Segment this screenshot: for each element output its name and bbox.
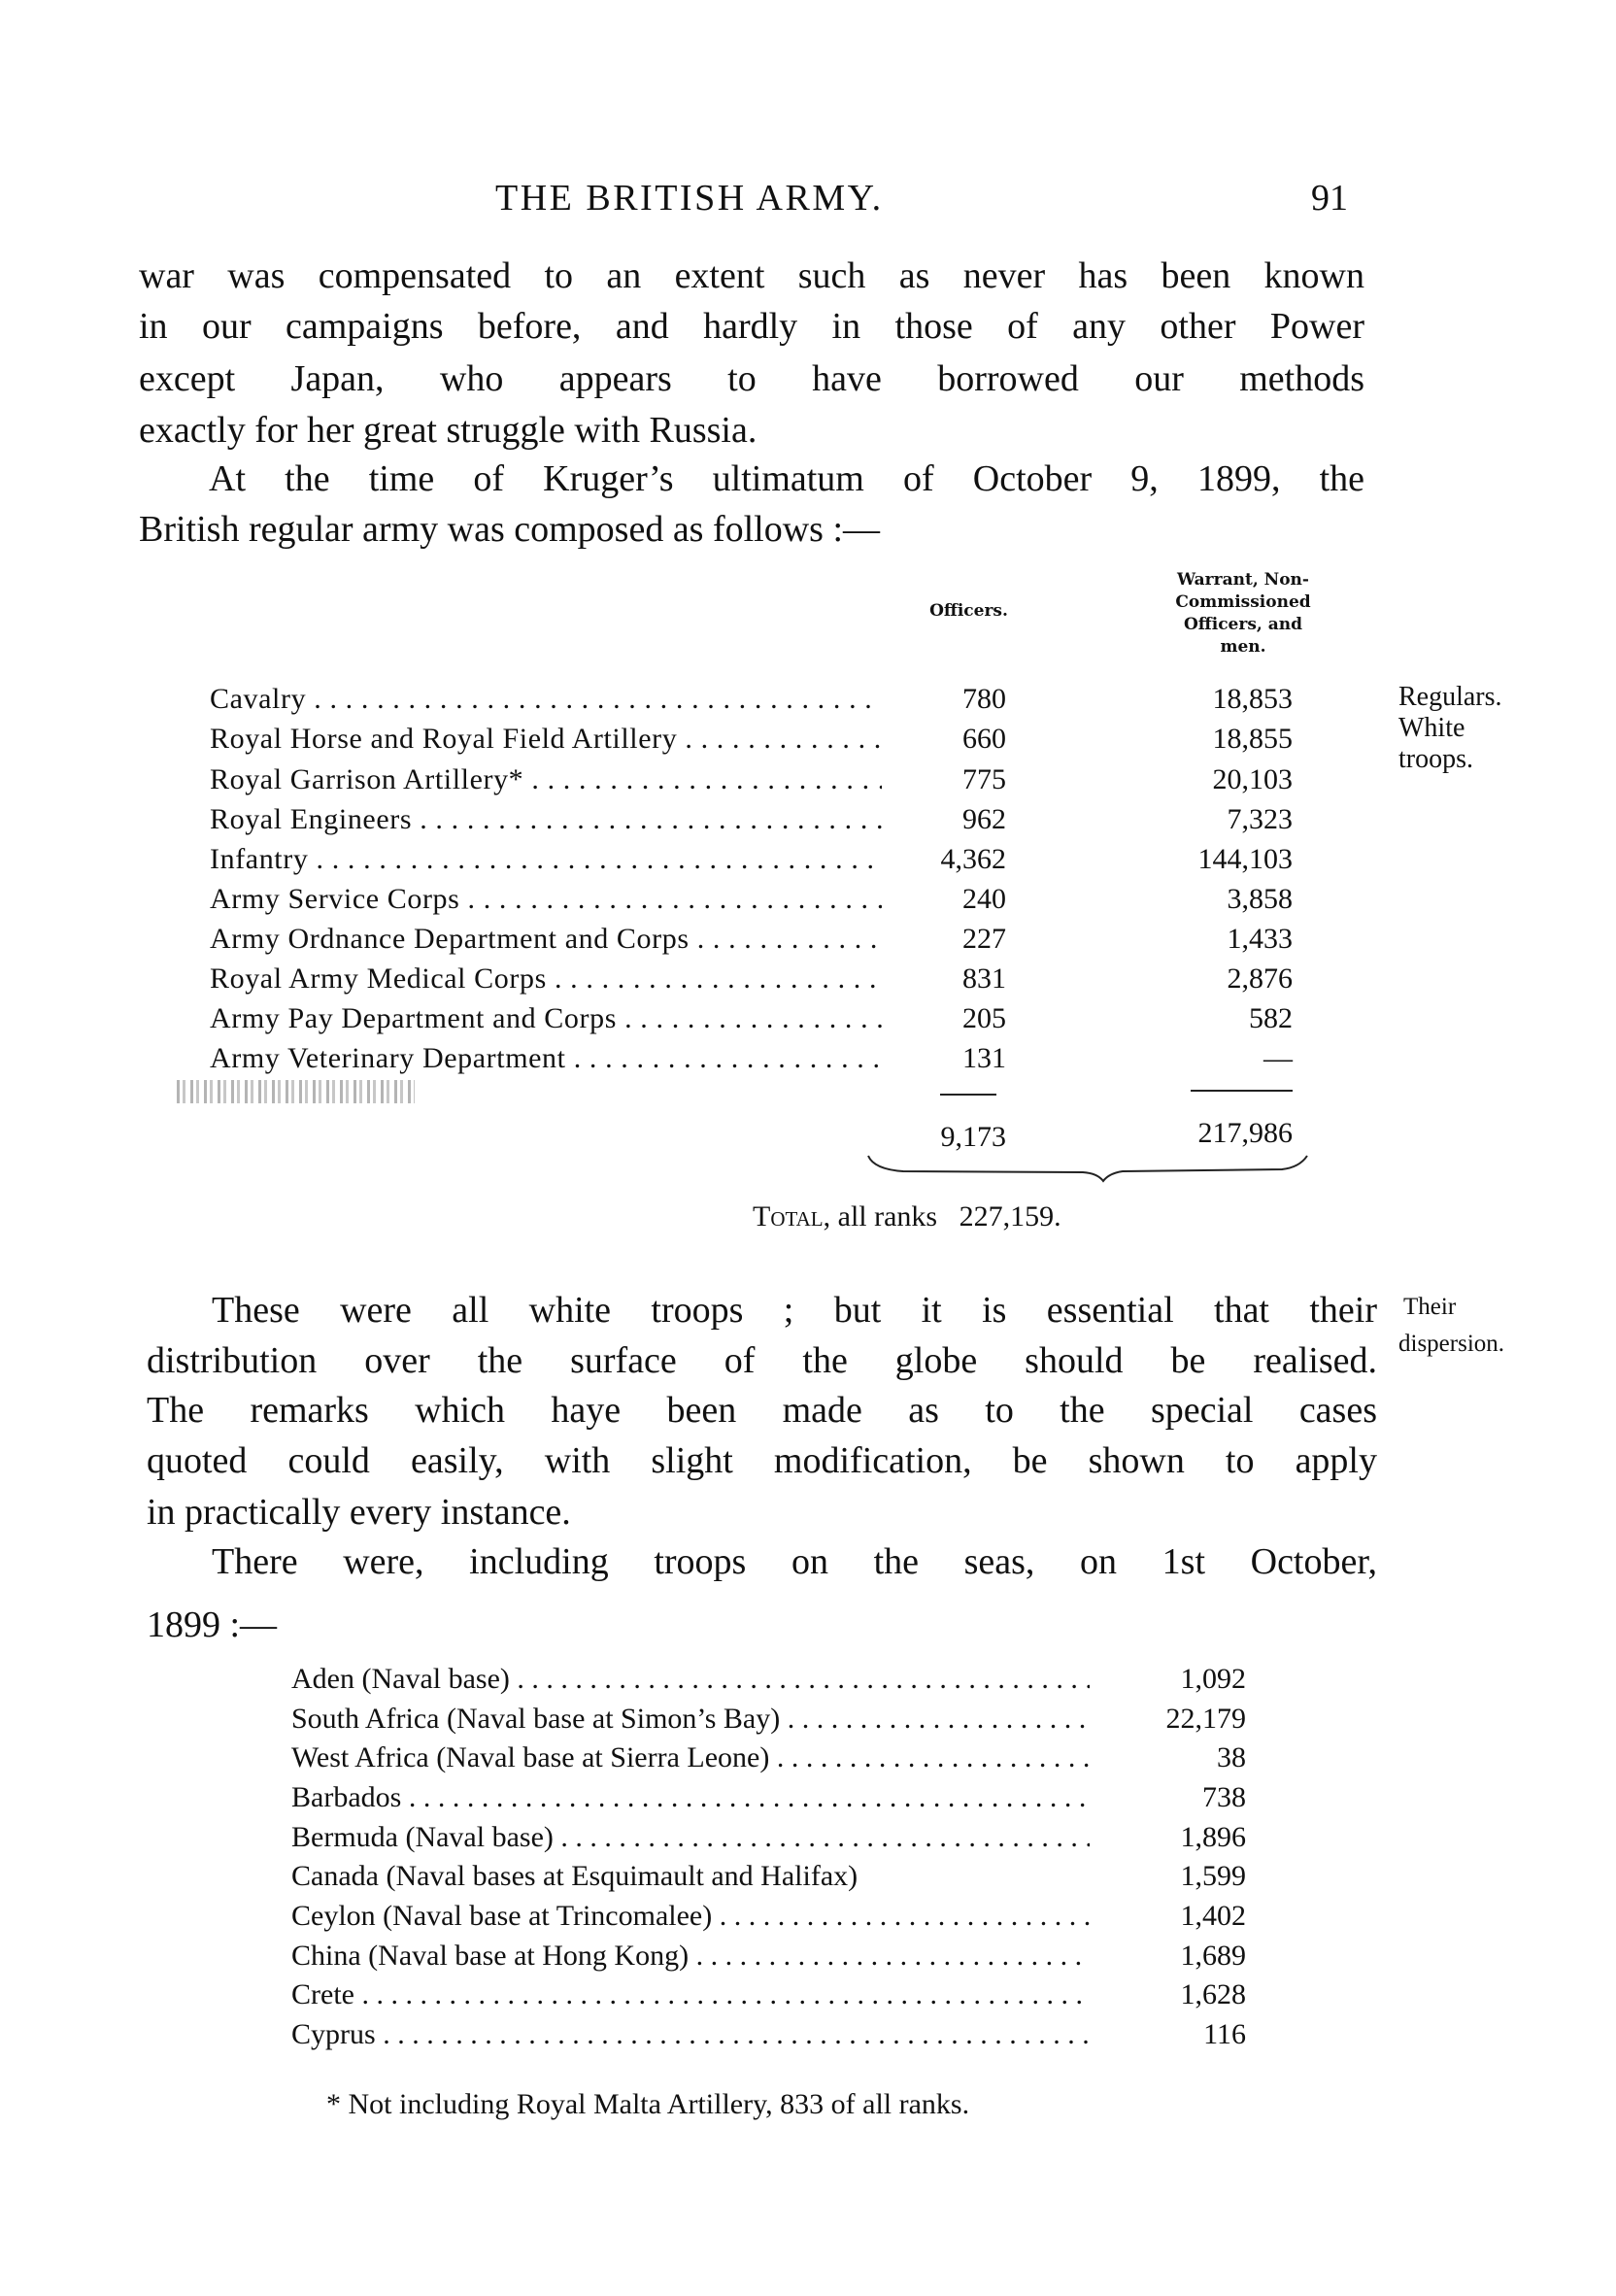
- station-name: Bermuda (Naval base) . . .: [291, 1817, 1090, 1857]
- table-row: [210, 760, 1307, 799]
- column-header-line: Commissioned: [1175, 592, 1311, 612]
- officers-count: 660: [962, 723, 1006, 755]
- men-count: 582: [1249, 1002, 1293, 1034]
- grand-total-suffix: , all ranks: [823, 1200, 938, 1232]
- grand-total-value: 227,159.: [959, 1200, 1061, 1232]
- troop-count: 38: [1217, 1741, 1246, 1773]
- paragraph-line: There were, including troops on the seas, on 1st October,: [212, 1541, 1377, 1582]
- station-name: South Africa (Naval base at Simon’s Bay) . . .: [291, 1699, 1090, 1739]
- officers-count: 205: [962, 1002, 1006, 1034]
- officers-count: 240: [962, 883, 1006, 915]
- men-count: 1,433: [1227, 923, 1293, 955]
- officers-count: 831: [962, 962, 1006, 995]
- table-row: [291, 1975, 1253, 2014]
- table-row: [291, 1659, 1253, 1699]
- men-count: 7,323: [1227, 803, 1293, 835]
- unit-name: Army Service Corps . . .: [210, 879, 882, 919]
- men-count: 18,855: [1212, 723, 1293, 755]
- table-row: [210, 919, 1307, 959]
- men-count: —: [1263, 1042, 1293, 1074]
- grand-total: [753, 1197, 1061, 1236]
- margin-note-line: dispersion.: [1398, 1331, 1505, 1357]
- unit-name: Royal Engineers . . .: [210, 799, 882, 839]
- men-count: 20,103: [1212, 763, 1293, 795]
- station-name: Canada (Naval bases at Esquimault and Halifax): [291, 1860, 858, 1892]
- paragraph-line: except Japan, who appears to have borrowed our methods: [139, 358, 1364, 399]
- station-name: China (Naval base at Hong Kong) . . .: [291, 1936, 1090, 1975]
- column-header-officers: Officers.: [929, 601, 1008, 621]
- officers-count: 227: [962, 923, 1006, 955]
- unit-name: Royal Army Medical Corps . . .: [210, 959, 882, 998]
- paragraph-line: 1899 :—: [147, 1604, 278, 1645]
- troop-count: 1,402: [1180, 1900, 1246, 1932]
- column-header-line: Warrant, Non-: [1177, 570, 1309, 590]
- paragraph-line: At the time of Kruger’s ultimatum of October 9, 1899, the: [209, 458, 1364, 499]
- station-name: Cyprus . . .: [291, 2014, 1090, 2054]
- paragraph-line: distribution over the surface of the globe should be realised.: [147, 1340, 1377, 1381]
- table-row: [291, 1896, 1253, 1936]
- footnote: * Not including Royal Malta Artillery, 833 of all ranks.: [326, 2088, 970, 2120]
- table-row: [291, 1936, 1253, 1975]
- running-head-title: THE BRITISH ARMY.: [495, 178, 884, 219]
- officers-count: 780: [962, 683, 1006, 715]
- table-row: [291, 1777, 1253, 1817]
- station-name: Ceylon (Naval base at Trincomalee) . . .: [291, 1896, 1090, 1936]
- page-number: 91: [1311, 178, 1348, 219]
- total-officers: 9,173: [940, 1121, 1006, 1153]
- paragraph-line: The remarks which haye been made as to the special cases: [147, 1390, 1377, 1431]
- troop-count: 22,179: [1165, 1703, 1246, 1735]
- unit-name: Royal Garrison Artillery* . . .: [210, 760, 882, 799]
- men-count: 144,103: [1197, 843, 1293, 875]
- table-row: [210, 799, 1307, 839]
- troop-count: 1,092: [1180, 1663, 1246, 1695]
- column-header-line: men.: [1220, 637, 1266, 657]
- table-row: [291, 1738, 1253, 1777]
- total-men: 217,986: [1197, 1117, 1293, 1149]
- troop-count: 738: [1202, 1781, 1246, 1813]
- unit-name: Army Ordnance Department and Corps . . .: [210, 919, 882, 959]
- officers-count: 962: [962, 803, 1006, 835]
- table-row: [291, 1856, 1253, 1896]
- table-row: [210, 1038, 1307, 1078]
- brace-icon: [864, 1152, 1311, 1187]
- unit-name: Royal Horse and Royal Field Artillery . . .: [210, 719, 882, 759]
- paragraph-line: war was compensated to an extent such as never has been known: [139, 255, 1364, 296]
- unit-name: Cavalry . . .: [210, 679, 882, 719]
- paragraph-line: exactly for her great struggle with Russia.: [139, 410, 758, 451]
- sum-rule-men: [1191, 1090, 1293, 1092]
- officers-count: 131: [962, 1042, 1006, 1074]
- paragraph-line: quoted could easily, with slight modification, be shown to apply: [147, 1440, 1377, 1481]
- table-row: [210, 679, 1307, 719]
- unit-name: Army Veterinary Department . . .: [210, 1038, 882, 1078]
- table-row: [210, 839, 1307, 879]
- margin-note-line: troops.: [1398, 744, 1473, 774]
- sum-rule-officers: [940, 1094, 996, 1096]
- officers-count: 4,362: [940, 843, 1006, 875]
- table-row: [291, 1817, 1253, 1857]
- table-row: [291, 2014, 1253, 2054]
- table-row: [210, 959, 1307, 998]
- troop-count: 1,689: [1180, 1940, 1246, 1972]
- station-name: West Africa (Naval base at Sierra Leone) . . .: [291, 1738, 1090, 1777]
- station-name: Crete . . .: [291, 1975, 1090, 2014]
- troop-count: 116: [1203, 2018, 1246, 2050]
- station-name: Barbados . . .: [291, 1777, 1090, 1817]
- paragraph-line: in our campaigns before, and hardly in those of any other Power: [139, 306, 1364, 347]
- men-count: 2,876: [1227, 962, 1293, 995]
- grand-total-label: Total: [753, 1200, 824, 1232]
- margin-note-line: Their: [1403, 1294, 1457, 1320]
- column-header-line: Officers, and: [1183, 615, 1302, 634]
- unit-name: Infantry . . .: [210, 839, 882, 879]
- table-row: [291, 1699, 1253, 1739]
- table-row: [210, 879, 1307, 919]
- men-count: 3,858: [1227, 883, 1293, 915]
- station-name: Aden (Naval base) . . .: [291, 1659, 1090, 1699]
- paragraph-line: in practically every instance.: [147, 1492, 571, 1533]
- paragraph-line: British regular army was composed as follows :—: [139, 509, 881, 550]
- officers-count: 775: [962, 763, 1006, 795]
- unit-name: Army Pay Department and Corps . . .: [210, 998, 882, 1038]
- troop-count: 1,896: [1180, 1821, 1246, 1853]
- paragraph-line: These were all white troops ; but it is essential that their: [212, 1290, 1377, 1331]
- table-row: [210, 998, 1307, 1038]
- margin-note-line: White: [1398, 713, 1465, 743]
- scan-artifact: [177, 1080, 415, 1103]
- troop-count: 1,628: [1180, 1978, 1246, 2010]
- troop-count: 1,599: [1180, 1860, 1246, 1892]
- margin-note-line: Regulars.: [1398, 682, 1502, 712]
- men-count: 18,853: [1212, 683, 1293, 715]
- running-head: [0, 175, 1616, 221]
- table-row: [210, 719, 1307, 759]
